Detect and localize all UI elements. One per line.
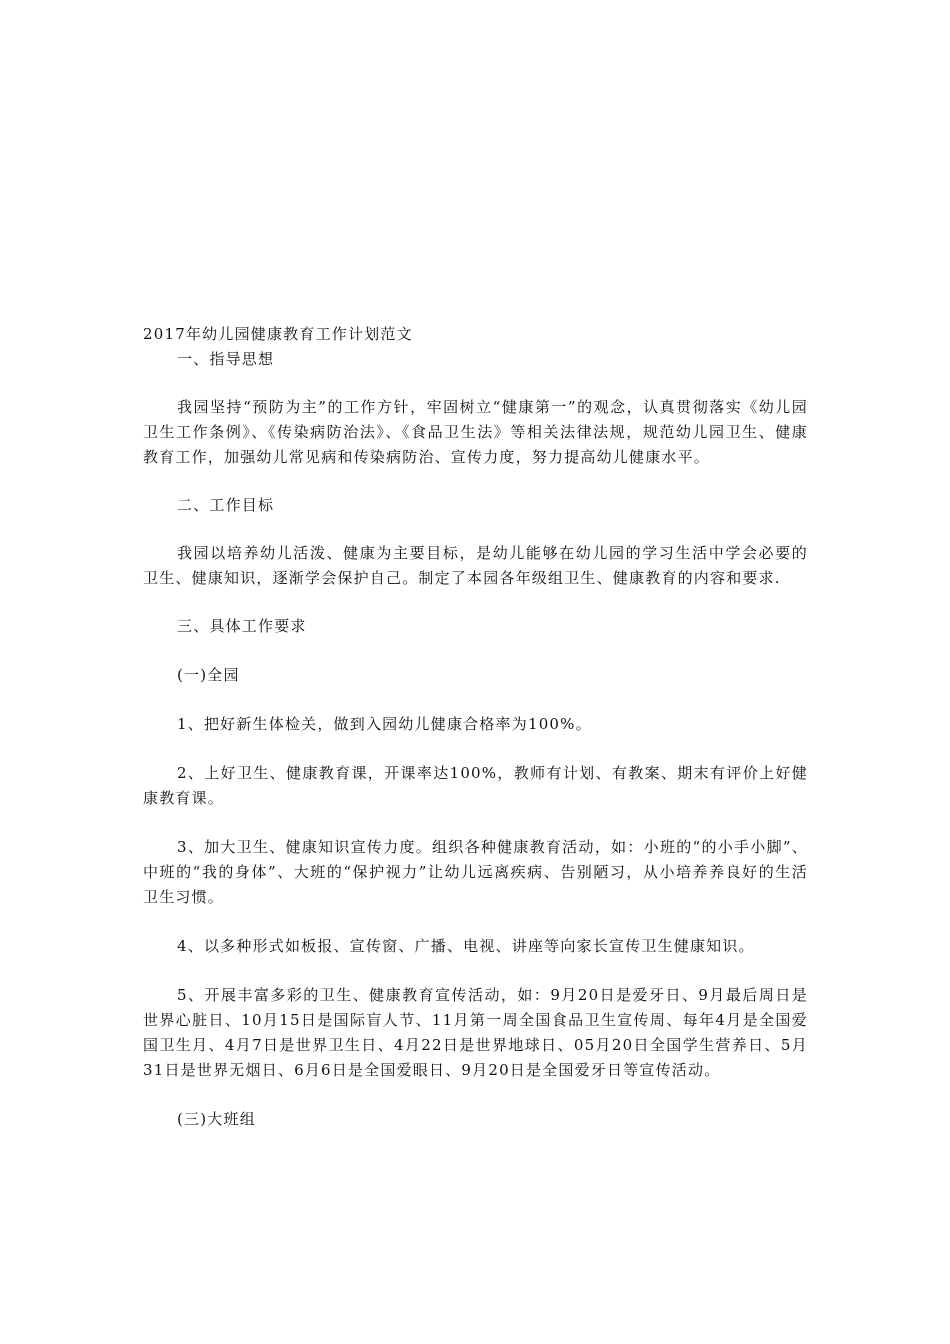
list-item-1: 1、把好新生体检关，做到入园幼儿健康合格率为100%。 [177, 715, 592, 733]
subsection-heading-whole-kindergarten: (一)全园 [177, 666, 240, 684]
section-heading-guiding-thought: 一、指导思想 [177, 350, 275, 368]
section-heading-work-requirements: 三、具体工作要求 [177, 617, 307, 635]
section-paragraph-work-goals: 我园以培养幼儿活泼、健康为主要目标，是幼儿能够在幼儿园的学习生活中学会必要的卫生、健康知识，逐渐学会保护自己。制定了本园各年级组卫生、健康教育的内容和要求. [143, 544, 808, 587]
list-item-4: 4、以多种形式如板报、宣传窗、广播、电视、讲座等向家长宣传卫生健康知识。 [177, 937, 755, 955]
section-paragraph-guiding-thought: 我园坚持“预防为主”的工作方针，牢固树立“健康第一”的观念，认真贯彻落实《幼儿园卫生工作条例》、《传染病防治法》、《食品卫生法》等相关法律法规，规范幼儿园卫生、健康教育工作，加强幼儿常见病和传染病防治、宣传力度，努力提高幼儿健康水平。 [143, 398, 808, 466]
document-title: 2017年幼儿园健康教育工作计划范文 [143, 325, 413, 343]
list-item-2: 2、上好卫生、健康教育课，开课率达100%，教师有计划、有教案、期末有评价上好健康教育课。 [143, 764, 808, 807]
subsection-heading-senior-class: (三)大班组 [177, 1110, 256, 1128]
list-item-3: 3、加大卫生、健康知识宣传力度。组织各种健康教育活动，如：小班的“的小手小脚”、中班的“我的身体”、大班的“保护视力”让幼儿远离疾病、告别陋习，从小培养养良好的生活卫生习惯。 [143, 838, 808, 906]
list-item-5: 5、开展丰富多彩的卫生、健康教育宣传活动，如：9月20日是爱牙日、9月最后周日是世界心脏日、10月15日是国际盲人节、11月第一周全国食品卫生宣传周、每年4月是全国爱国卫生月、4月7日是世界卫生日、4月22日是世界地球日、05月20日全国学生营养日、5月31日是世界无烟日、6月6日是全国爱眼日、9月20日是全国爱牙日等宣传活动。 [143, 986, 808, 1079]
section-heading-work-goals: 二、工作目标 [177, 496, 275, 514]
document-body [143, 322, 808, 1132]
